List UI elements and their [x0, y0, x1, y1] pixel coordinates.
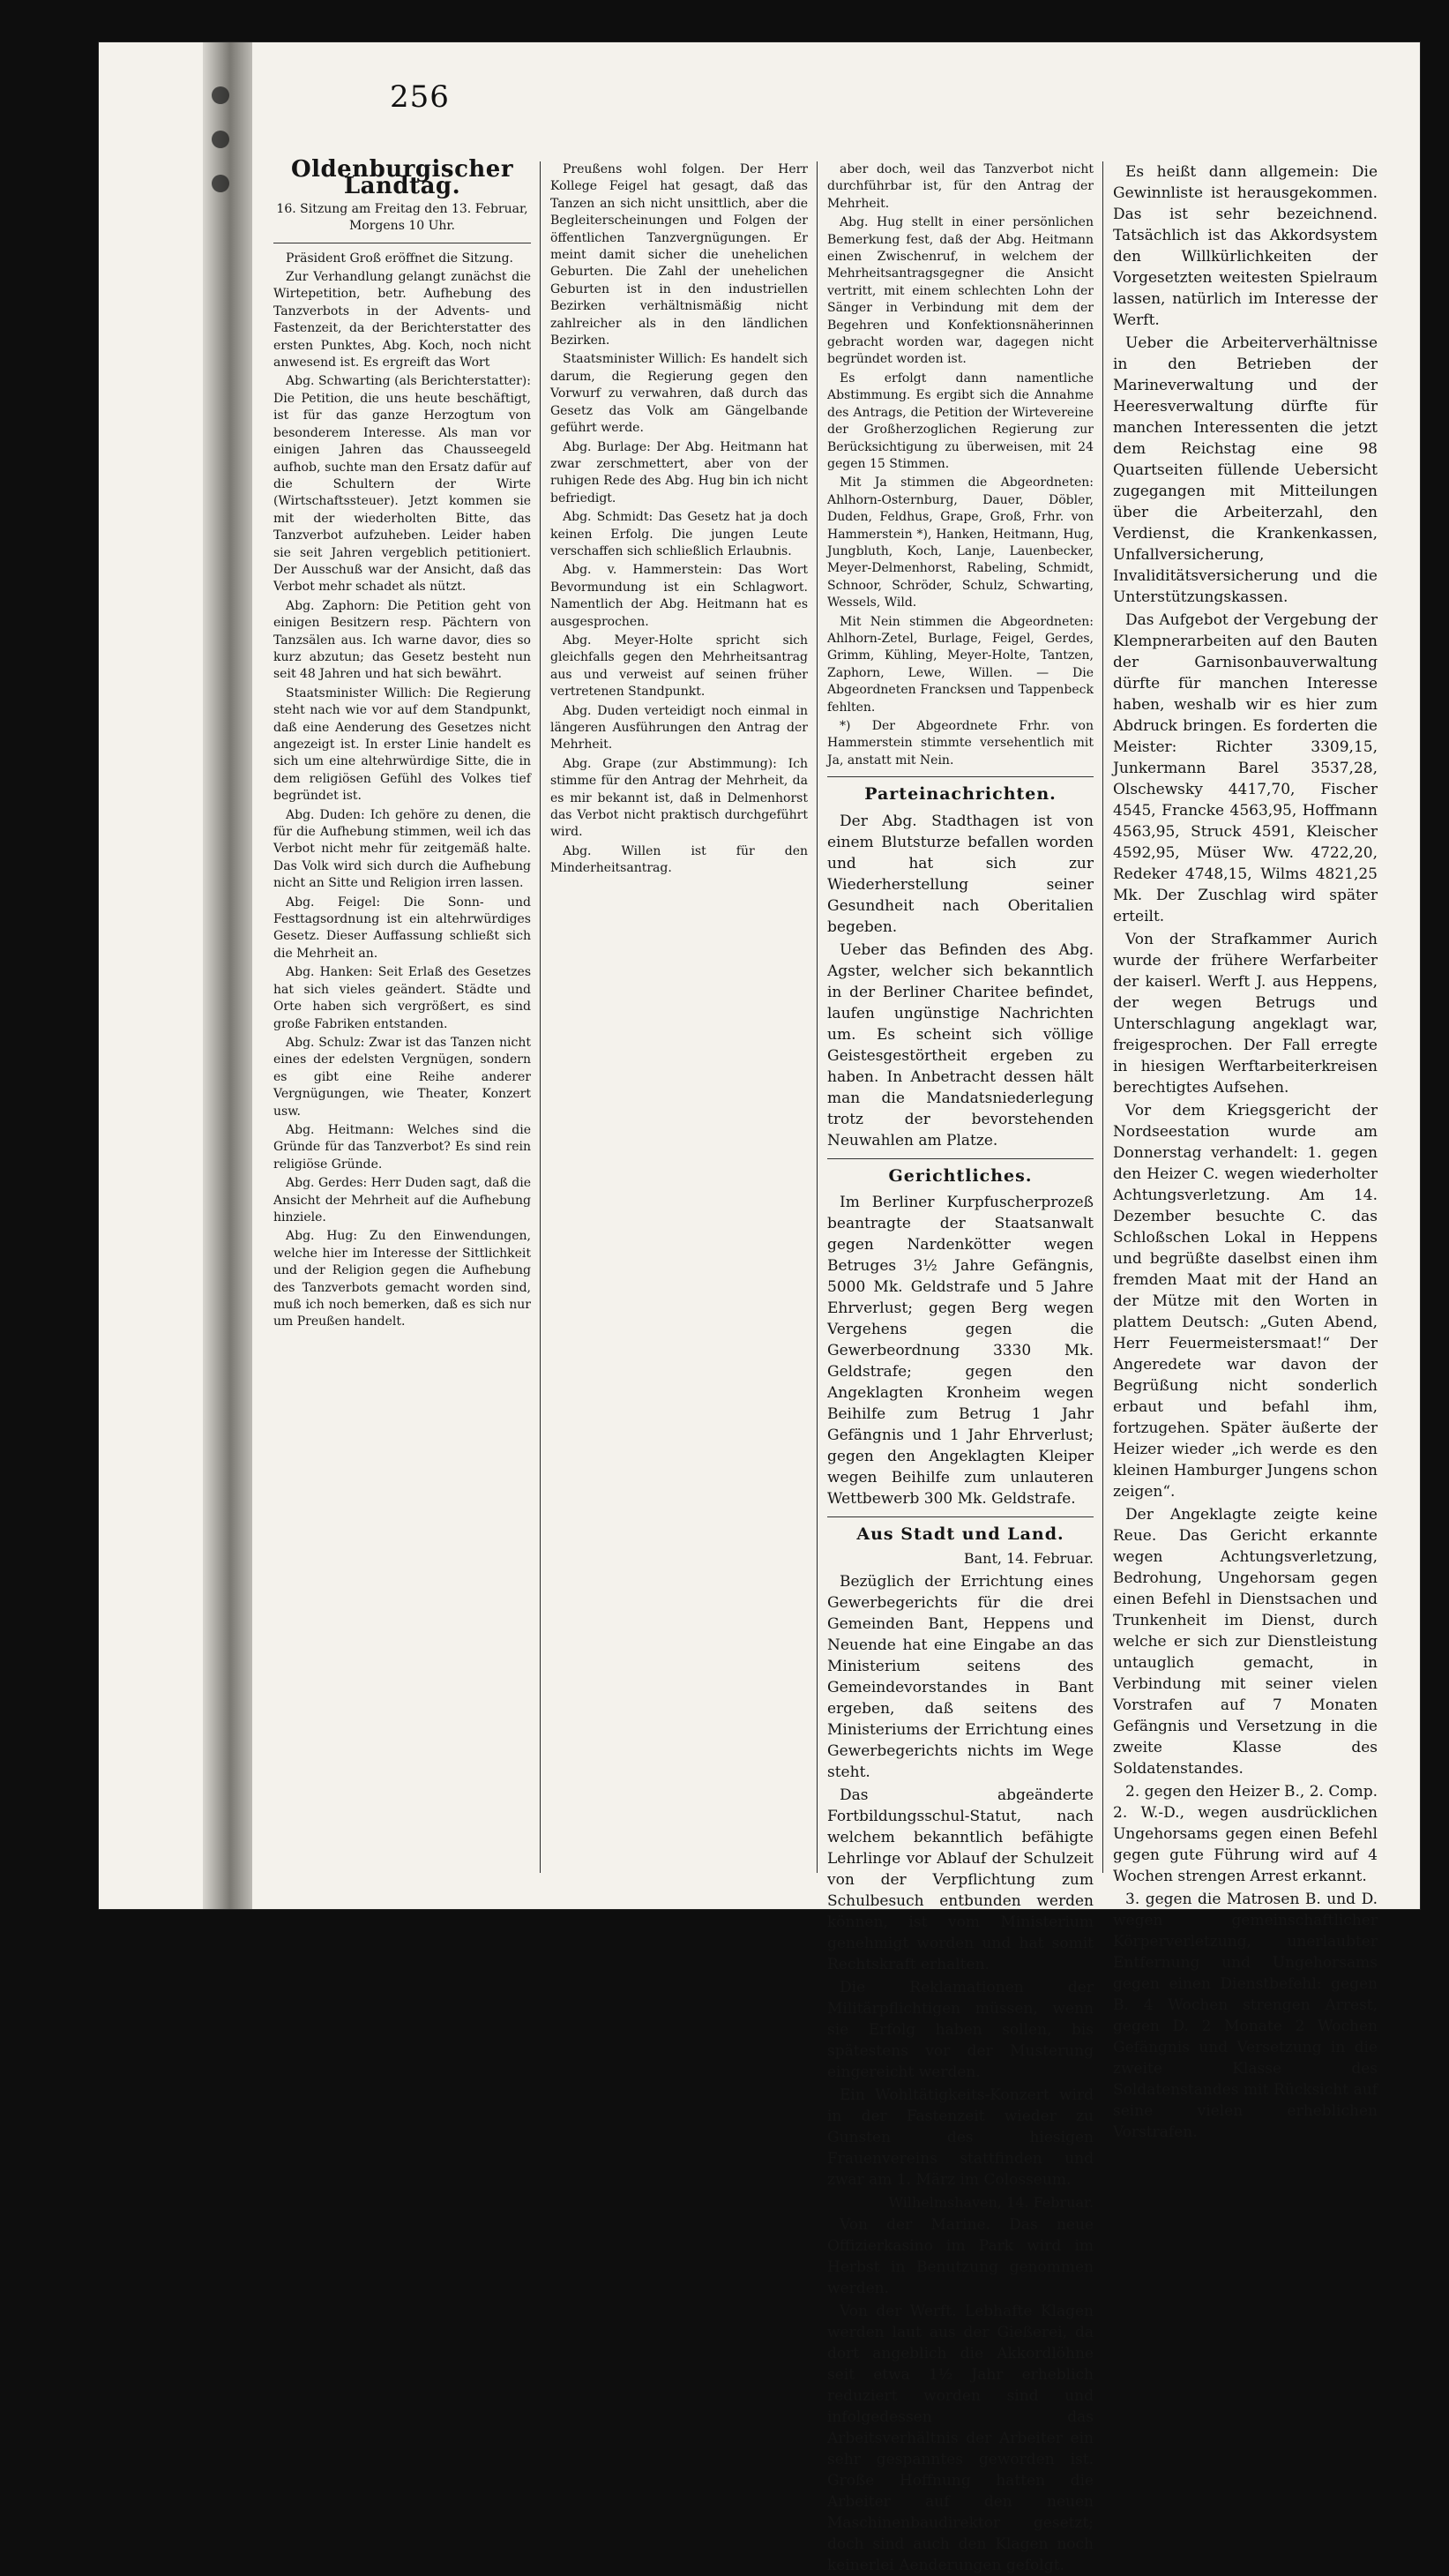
- divider: [827, 776, 1094, 777]
- dateline: Wilhelmshaven, 14. Februar.: [888, 2193, 1094, 2211]
- punch-hole: [212, 131, 229, 148]
- paragraph: Abg. Gerdes: Herr Duden sagt, daß die Ansicht der Mehrheit auf die Aufhebung hinziele.: [273, 1176, 531, 1224]
- dateline: Bant, 14. Februar.: [963, 1550, 1094, 1568]
- paragraph: Im Berliner Kurpfuscherprozeß beantragte der Staatsanwalt gegen Nardenkötter wegen Betruges 3½ Jahre Gefängnis, 5000 Mk. Geldstrafe und 5 Jahre Ehrverlust; gegen Berg wegen Vergehens gegen die Gewerbeordnung 3330 Mk. Geldstrafe; gegen den Angeklagten Kronheim wegen Beihilfe zum Betrug 1 Jahr Gefängnis und 1 Jahr Ehrverlust; gegen den Angeklagten Kleiper wegen Beihilfe zum unlauteren Wettbewerb 300 Mk. Geldstrafe.: [827, 1194, 1094, 1509]
- column-4: [1113, 161, 1378, 2141]
- paragraph: Das Aufgebot der Vergebung der Klempnerarbeiten auf den Bauten der Garnisonbauverwaltung dürfte für manchen Interesse haben, weshalb wir es hier zum Abdruck bringen. Es forderten die Meister: Richter 3309,15, Junkermann Barel 3537,28, Olschewsky 4417,70, Fischer 4545, Francke 4563,95, Hoffmann 4563,95, Struck 4591, Kleischer 4592,95, Müser Ww. 4722,20, Redeker 4748,15, Wilms 4821,25 Mk. Der Zuschlag wird später erteilt.: [1113, 611, 1378, 925]
- paragraph: Die Reklamationen der Militärpflichtigen müssen, wenn sie Erfolg haben sollen, bis spätestens vor der Musterung eingereicht werden.: [827, 1978, 1094, 2081]
- paragraph: aber doch, weil das Tanzverbot nicht durchführbar ist, für den Antrag der Mehrheit.: [827, 162, 1094, 211]
- paragraph: 2. gegen den Heizer B., 2. Comp. 2. W.-D., wegen ausdrücklichen Ungehorsams gegen einen Befehl gegen gute Führung wird auf 4 Wochen strengen Arrest erkannt.: [1113, 1783, 1378, 1885]
- paragraph: Abg. Schulz: Zwar ist das Tanzen nicht eines der edelsten Vergnügen, sondern es gibt eine Reihe anderer Vergnügungen, wie Theater, Konzert usw.: [273, 1035, 531, 1119]
- column-3: [827, 161, 1094, 2575]
- column-1: [273, 156, 531, 1873]
- column-rule: [540, 161, 541, 1873]
- paragraph: Abg. Feigel: Die Sonn- und Festtagsordnung ist ein altehrwürdiges Gesetz. Dieser Auffassung schließt sich die Mehrheit an.: [273, 895, 531, 961]
- paragraph: Bezüglich der Errichtung eines Gewerbegerichts für die drei Gemeinden Bant, Heppens und Neuende hat eine Eingabe an das Ministerium seitens des Gemeindevorstandes in Bant ergeben, daß seitens des Ministeriums der Errichtung eines Gewerbegerichts nichts im Wege steht.: [827, 1572, 1094, 1781]
- paragraph: Abg. Hug stellt in einer persönlichen Bemerkung fest, daß der Abg. Heitmann einen Zwischenruf, in welchem der Mehrheitsantragsgegner die Ansicht vertritt, mit einem schlechten Lohn der Sänger in Verbindung mit dem der Begehren und Konfektionsnäherinnen gebracht worden war, dagegen nicht begründet worden ist.: [827, 215, 1094, 367]
- session-line: 16. Sitzung am Freitag den 13. Februar, Morgens 10 Uhr.: [276, 201, 528, 234]
- paragraph: Abg. Zaphorn: Die Petition geht von einigen Besitzern resp. Pächtern von Tanzsälen aus. Ich warne davor, dies so kurz abzutun; das Gesetz besteht nun seit 48 Jahren und hat sich bewährt.: [273, 598, 531, 682]
- paragraph: Der Abg. Stadthagen ist von einem Blutsturze befallen worden und hat sich zur Wiederherstellung seiner Gesundheit nach Oberitalien begeben.: [827, 812, 1094, 936]
- paragraph: Präsident Groß eröffnet die Sitzung.: [286, 251, 513, 266]
- masthead: Oldenburgischer Landtag.: [290, 156, 514, 200]
- paragraph: Abg. Meyer-Holte spricht sich gleichfalls gegen den Mehrheitsantrag aus und verweist auf seinen früher vertretenen Standpunkt.: [550, 633, 808, 700]
- paragraph: Ueber das Befinden des Abg. Agster, welcher sich bekanntlich in der Berliner Charitee befindet, laufen ungünstige Nachrichten um. Es scheint sich völlige Geistesgestörtheit ergeben zu haben. In Anbetracht dessen hält man die Mandatsniederlegung trotz der bevorstehenden Neuwahlen am Platze.: [827, 940, 1094, 1149]
- binding-gutter: [203, 42, 252, 1909]
- paragraph: Es heißt dann allgemein: Die Gewinnliste ist herausgekommen. Das ist sehr bezeichnend. Tatsächlich ist das Akkordsystem den Willkürlichkeiten der Vorgesetzten weitesten Spielraum lassen, natürlich im Interesse der Werft.: [1113, 163, 1378, 329]
- section-heading-local: Aus Stadt und Land.: [856, 1524, 1064, 1545]
- column-rule: [817, 161, 818, 1873]
- paragraph: Abg. Hug: Zu den Einwendungen, welche hier im Interesse der Sittlichkeit und der Religion gegen die Aufhebung des Tanzverbots gemacht worden sind, muß ich noch bemerken, daß es sich nur um Preußen handelt.: [273, 1229, 531, 1329]
- punch-hole: [212, 175, 229, 192]
- paragraph: Abg. Heitmann: Welches sind die Gründe für das Tanzverbot? Es sind rein religiöse Gründe.: [273, 1122, 531, 1172]
- section-heading-court: Gerichtliches.: [888, 1165, 1033, 1186]
- paragraph: Von der Marine. Das neue Offizierkasino im Park wird im Herbst in Benutzung genommen werden.: [827, 2216, 1094, 2298]
- paragraph: Abg. Hanken: Seit Erlaß des Gesetzes hat sich vieles geändert. Städte und Orte haben sich vergrößert, es sind große Fabriken entstanden.: [273, 965, 531, 1031]
- column-rule: [1102, 161, 1103, 1873]
- paragraph: Staatsminister Willich: Die Regierung steht nach wie vor auf dem Standpunkt, daß eine Aenderung des Gesetzes nicht angezeigt ist. In erster Linie handelt es sich um eine altehrwürdige Sitte, die in dem religiösen Gefühl des Volkes tief begründet ist.: [273, 685, 531, 804]
- page-number: 256: [390, 79, 450, 115]
- paragraph: Abg. Schmidt: Das Gesetz hat ja doch keinen Erfolg. Die jungen Leute verschaffen sich schließlich Erlaubnis.: [550, 510, 808, 558]
- paragraph: Abg. Burlage: Der Abg. Heitmann hat zwar zerschmettert, aber von der ruhigen Rede des Abg. Hug bin ich nicht befriedigt.: [550, 439, 808, 505]
- paragraph: Von der Werft. Lebhafte Klagen werden laut aus der Gießerei, da dort angeblich die Akkordlöhne seit etwa 1½ Jahr erheblich reduziert worden sind und infolgedessen das Arbeitsverhältnis der Arbeiter ein sehr gespanntes geworden ist. Große Hoffnung hatten die Arbeiter auf den neuen Maschinenbaudirektor gesetzt; doch sind auch den Klagen noch keinerlei Aenderungen gefolgt.: [827, 2303, 1094, 2575]
- footnote: *) Der Abgeordnete Frhr. von Hammerstein stimmte versehentlich mit Ja, anstatt mit Nein.: [827, 719, 1094, 768]
- divider: [827, 1158, 1094, 1159]
- paragraph: 3. gegen die Matrosen B. und D. wegen gemeinschaftlicher Körperverletzung, unerlaubter Entfernung und Ungehorsams gegen einen Dienstbefehl: gegen B. 4 Wochen strengen Arrest, gegen D. 2 Monate 2 Wochen Gefängnis und Versetzung in die zweite Klasse des Soldatenstandes mit Rücksicht auf seine vielen erheblichen Vorstrafen.: [1113, 1891, 1378, 2141]
- paragraph: Abg. Duden verteidigt noch einmal in längeren Ausführungen den Antrag der Mehrheit.: [550, 703, 808, 753]
- paragraph: Zur Verhandlung gelangt zunächst die Wirtepetition, betr. Aufhebung des Tanzverbots in der Advents- und Fastenzeit, da der Berichterstatter des ersten Punktes, Abg. Koch, noch nicht anwesend ist. Es ergreift das Wort: [273, 270, 531, 371]
- paragraph: Mit Nein stimmen die Abgeordneten: Ahlhorn-Zetel, Burlage, Feigel, Gerdes, Grimm, Kühling, Meyer-Holte, Tantzen, Zaphorn, Lewe, Willen. — Die Abgeordneten Francksen und Tappenbeck fehlten.: [827, 614, 1094, 715]
- paragraph: Ein Wohltätigkeits-Konzert wird in der Fastenzeit wieder zu Gunsten des hiesigen Frauenvereins stattfinden und zwar am 1. März im Colosseum.: [827, 2086, 1094, 2189]
- newspaper-page: [99, 42, 1420, 2575]
- paragraph: Staatsminister Willich: Es handelt sich darum, die Regierung gegen den Vorwurf zu verwahren, daß durch das Gesetz das Volk am Gängelbande geführt werde.: [550, 352, 808, 436]
- divider: [827, 1516, 1094, 1517]
- paragraph: Preußens wohl folgen. Der Herr Kollege Feigel hat gesagt, daß das Tanzen an sich nicht unsittlich, aber die Begleiterscheinungen und Folgen der öffentlichen Tanzvergnügungen. Er meint damit sicher die unehelichen Geburten. Die Zahl der unehelichen Geburten ist in den industriellen Bezirken verhältnismäßig nicht zahlreicher als in den ländlichen Bezirken.: [550, 162, 808, 348]
- column-2: [550, 161, 808, 1873]
- paragraph: Von der Strafkammer Aurich wurde der frühere Werfarbeiter der kaiserl. Werft J. aus Heppens, der wegen Betrugs und Unterschlagung angeklagt war, freigesprochen. Der Fall erregte in hiesigen Werftarbeiterkreisen berechtigtes Aufsehen.: [1113, 931, 1378, 1097]
- paragraph: Abg. Duden: Ich gehöre zu denen, die für die Aufhebung stimmen, weil ich das Verbot nicht mehr für zeitgemäß halte. Das Volk wird sich durch die Aufhebung nicht an Sitte und Religion irren lassen.: [273, 807, 531, 891]
- paragraph: Abg. Willen ist für den Minderheitsantrag.: [550, 843, 808, 876]
- paragraph: Vor dem Kriegsgericht der Nordseestation wurde am Donnerstag verhandelt: 1. gegen den Heizer C. wegen wiederholter Achtungsverletzung. Am 14. Dezember besuchte C. das Schloßschen Lokal in Heppens und begrüßte daselbst einen ihm fremden Maat mit der Hand an der Mütze mit den Worten in plattem Deutsch: „Guten Abend, Herr Feuermeistersmaat!“ Der Angeredete war davon der Begrüßung nicht sonderlich erbaut und befahl ihm, fortzugehen. Später äußerte der Heizer wieder „ich werde es den kleinen Hamburger Jungens schon zeigen“.: [1113, 1102, 1378, 1501]
- paragraph: Ueber die Arbeiterverhältnisse in den Betrieben der Marineverwaltung und der Heeresverwaltung dürfte für manchen Interessenten die jetzt dem Reichstag eine 98 Quartseiten füllende Uebersicht zugegangen mit Mitteilungen über die Arbeiterzahl, den Verdienst, die Krankenkassen, Unfallversicherung, Invaliditätsversicherung und die Unterstützungskassen.: [1113, 334, 1378, 606]
- section-heading-party: Parteinachrichten.: [864, 784, 1057, 805]
- paragraph: Der Angeklagte zeigte keine Reue. Das Gericht erkannte wegen Achtungsverletzung, Bedrohung, Ungehorsam gegen einen Befehl in Dienstsachen und Trunkenheit im Dienst, durch welche er sich zur Dienstleistung untauglich gemacht, in Verbindung mit seiner vielen Vorstrafen auf 7 Monaten Gefängnis und Versetzung in die zweite Klasse des Soldatenstandes.: [1113, 1506, 1378, 1778]
- paragraph: Abg. Schwarting (als Berichterstatter): Die Petition, die uns heute beschäftigt, ist für das ganze Herzogtum von besonderem Interesse. Als man vor einigen Jahren das Chausseegeld aufhob, suchte man den Ersatz dafür auf die Schultern der Wirte (Wirtschaftssteuer). Jetzt kommen sie mit der wiederholten Bitte, das Tanzverbot aufzuheben. Leider haben sie seit Jahren vergeblich petitioniert. Der Ausschuß war der Ansicht, daß das Verbot mehr schadet als nützt.: [273, 374, 531, 595]
- paragraph: Das abgeänderte Fortbildungsschul-Statut, nach welchem bekanntlich befähigte Lehrlinge vor Ablauf der Schulzeit von der Verpflichtung zum Schulbesuch entbunden werden können, ist vom Ministerium genehmigt worden und hat somit Rechtskraft erhalten.: [827, 1786, 1094, 1973]
- paragraph: Abg. Grape (zur Abstimmung): Ich stimme für den Antrag der Mehrheit, da es mir bekannt ist, daß in Delmenhorst das Verbot nicht praktisch durchgeführt wird.: [550, 756, 808, 840]
- paragraph: Mit Ja stimmen die Abgeordneten: Ahlhorn-Osternburg, Dauer, Döbler, Duden, Feldhus, Grape, Groß, Frhr. von Hammerstein *), Hanken, Heitmann, Hug, Jungbluth, Koch, Lanje, Lauenbecker, Meyer-Delmenhorst, Rabeling, Schmidt, Schnoor, Schröder, Schulz, Schwarting, Wessels, Wild.: [827, 476, 1094, 610]
- paragraph: Abg. v. Hammerstein: Das Wort Bevormundung ist ein Schlagwort. Namentlich der Abg. Heitmann hat es ausgesprochen.: [550, 563, 808, 629]
- paragraph: Es erfolgt dann namentliche Abstimmung. Es ergibt sich die Annahme des Antrags, die Petition der Wirtevereine der Großherzoglichen Regierung zur Berücksichtigung zu überweisen, mit 24 gegen 15 Stimmen.: [827, 371, 1094, 471]
- punch-hole: [212, 86, 229, 104]
